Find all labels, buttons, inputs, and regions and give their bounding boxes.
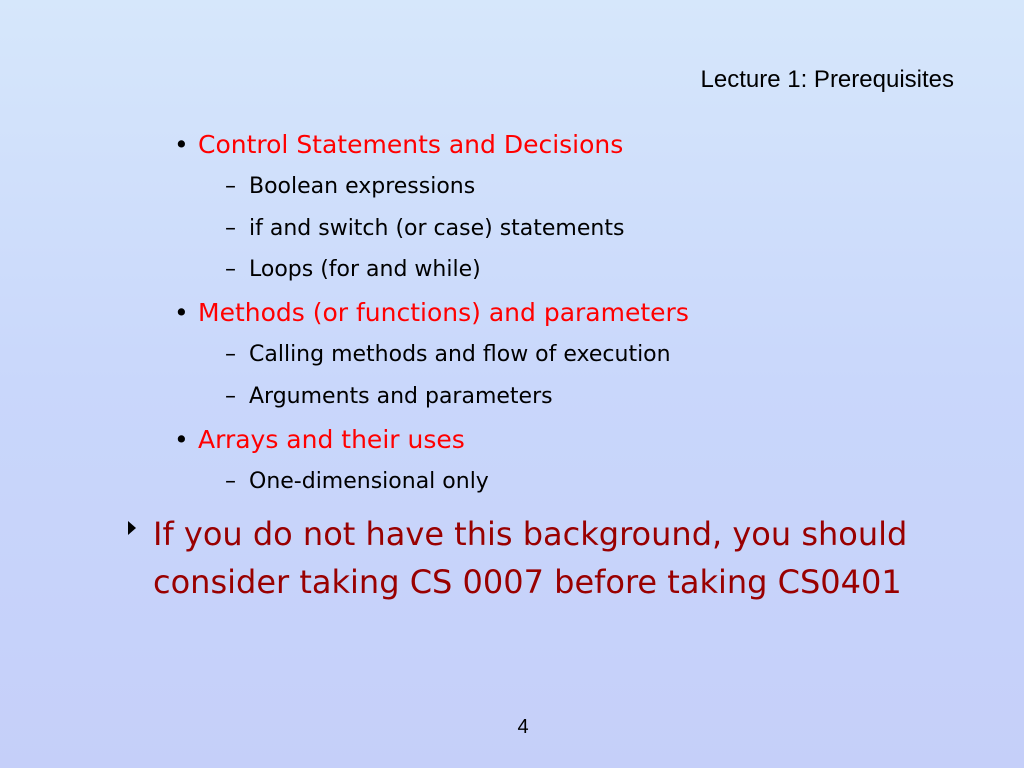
dash-icon: – bbox=[225, 342, 236, 367]
subitem-label: if and switch (or case) statements bbox=[249, 216, 625, 241]
topic-arrays bbox=[174, 427, 465, 452]
note-text: If you do not have this background, you should consider taking CS 0007 before taking CS0401 bbox=[153, 515, 908, 601]
subitem-label: Loops (for and while) bbox=[249, 257, 481, 282]
dash-icon: – bbox=[225, 384, 236, 409]
subitem-loops bbox=[225, 259, 481, 281]
dash-icon: – bbox=[225, 469, 236, 494]
bullet-icon: • bbox=[174, 298, 189, 327]
subitem-calling-methods bbox=[225, 344, 671, 366]
subitem-one-dimensional bbox=[225, 471, 489, 493]
topic-label: Methods (or functions) and parameters bbox=[198, 298, 689, 327]
subitem-arguments bbox=[225, 386, 553, 408]
page-number: 4 bbox=[517, 716, 529, 738]
bullet-icon: • bbox=[174, 130, 189, 159]
background-note bbox=[128, 510, 968, 606]
topic-methods bbox=[174, 300, 689, 325]
dash-icon: – bbox=[225, 216, 236, 241]
bullet-icon: • bbox=[174, 425, 189, 454]
subitem-if-and-switch bbox=[225, 218, 624, 240]
subitem-boolean-expressions bbox=[225, 176, 475, 198]
subitem-label: Calling methods and flow of execution bbox=[249, 342, 671, 367]
topic-label: Arrays and their uses bbox=[198, 425, 465, 454]
subitem-label: One-dimensional only bbox=[249, 469, 489, 494]
arrow-bullet-icon bbox=[128, 521, 136, 535]
dash-icon: – bbox=[225, 257, 236, 282]
slide-title: Lecture 1: Prerequisites bbox=[700, 66, 954, 93]
topic-control-statements bbox=[174, 132, 623, 157]
topic-label: Control Statements and Decisions bbox=[198, 130, 624, 159]
subitem-label: Boolean expressions bbox=[249, 174, 476, 199]
dash-icon: – bbox=[225, 174, 236, 199]
subitem-label: Arguments and parameters bbox=[249, 384, 553, 409]
